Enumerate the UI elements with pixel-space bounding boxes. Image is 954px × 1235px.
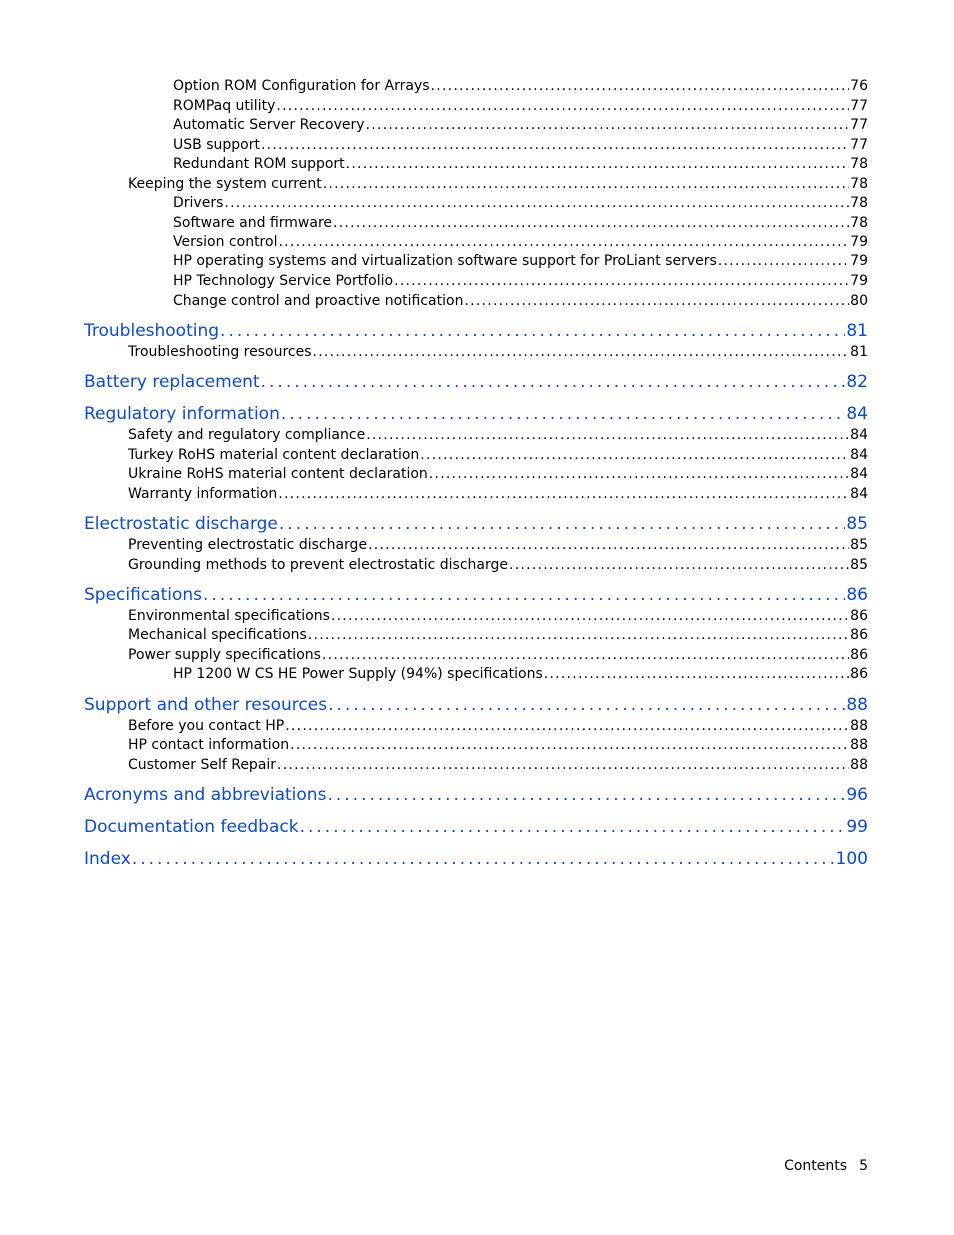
toc-chapter-documentation-feedback[interactable]: Documentation feedback . . . 99 xyxy=(84,814,868,837)
leader-dots xyxy=(281,405,846,424)
leader-dots xyxy=(290,738,849,753)
leader-dots xyxy=(285,719,849,734)
leader-dots xyxy=(203,586,845,605)
leader-dots xyxy=(322,648,849,663)
leader-dots xyxy=(323,177,849,192)
toc-entry[interactable]: Grounding methods to prevent electrostatic discharge . . . 85 xyxy=(128,554,868,573)
toc-entry[interactable]: Troubleshooting resources . . . 81 xyxy=(128,341,868,360)
leader-dots xyxy=(366,118,850,133)
toc-entry[interactable]: Keeping the system current . . . 78 xyxy=(128,173,868,192)
leader-dots xyxy=(368,538,849,553)
toc-entry[interactable]: Mechanical specifications . . . 86 xyxy=(128,624,868,643)
leader-dots xyxy=(313,345,850,360)
toc-entry[interactable]: Change control and proactive notification . . . 80 xyxy=(173,290,868,309)
toc-entry[interactable]: Automatic Server Recovery . . . 77 xyxy=(173,114,868,133)
toc-entry[interactable]: Power supply specifications . . . 86 xyxy=(128,644,868,663)
footer-section-label: Contents xyxy=(784,1158,848,1174)
toc-entry[interactable]: Turkey RoHS material content declaration . . . 84 xyxy=(128,444,868,463)
leader-dots xyxy=(346,157,850,172)
footer-page-number: 5 xyxy=(859,1158,868,1174)
toc-chapter-support-and-other-resources[interactable]: Support and other resources . . . 88 xyxy=(84,692,868,715)
toc-entry[interactable]: ROMPaq utility . . . 77 xyxy=(173,95,868,114)
toc-entry[interactable]: Safety and regulatory compliance . . . 84 xyxy=(128,424,868,443)
toc-chapter-regulatory-information[interactable]: Regulatory information . . . 84 xyxy=(84,401,868,424)
toc-chapter-acronyms[interactable]: Acronyms and abbreviations . . . 96 xyxy=(84,782,868,805)
toc-chapter-specifications[interactable]: Specifications . . . 86 xyxy=(84,582,868,605)
toc-chapter-electrostatic-discharge[interactable]: Electrostatic discharge . . . 85 xyxy=(84,511,868,534)
leader-dots xyxy=(220,322,845,341)
toc-entry[interactable]: Redundant ROM support . . . 78 xyxy=(173,153,868,172)
leader-dots xyxy=(300,818,846,837)
toc-entry[interactable]: Preventing electrostatic discharge . . . 85 xyxy=(128,534,868,553)
leader-dots xyxy=(277,758,849,773)
leader-dots xyxy=(420,448,849,463)
leader-dots xyxy=(278,487,849,502)
leader-dots xyxy=(394,274,849,289)
toc-entry[interactable]: Warranty information . . . 84 xyxy=(128,483,868,502)
leader-dots xyxy=(718,254,849,269)
leader-dots xyxy=(261,373,846,392)
toc-entry[interactable]: Customer Self Repair . . . 88 xyxy=(128,754,868,773)
toc-entry[interactable]: HP contact information . . . 88 xyxy=(128,734,868,753)
leader-dots xyxy=(544,667,849,682)
toc-entry[interactable]: Option ROM Configuration for Arrays . . . 76 xyxy=(173,75,868,94)
leader-dots xyxy=(464,294,849,309)
page-footer xyxy=(784,1158,868,1174)
toc-entry[interactable]: Software and firmware . . . 78 xyxy=(173,212,868,231)
leader-dots xyxy=(333,216,849,231)
toc-entry[interactable]: Before you contact HP . . . 88 xyxy=(128,715,868,734)
leader-dots xyxy=(276,99,849,114)
leader-dots xyxy=(261,138,849,153)
leader-dots xyxy=(224,196,849,211)
toc-entry[interactable]: Version control . . . 79 xyxy=(173,231,868,250)
toc-entry[interactable]: Ukraine RoHS material content declaration . . . 84 xyxy=(128,463,868,482)
toc-entry[interactable]: HP 1200 W CS HE Power Supply (94%) specifications . . . 86 xyxy=(173,663,868,682)
toc-chapter-troubleshooting[interactable]: Troubleshooting . . . 81 xyxy=(84,318,868,341)
leader-dots xyxy=(327,786,845,805)
leader-dots xyxy=(328,696,845,715)
toc-entry[interactable]: Environmental specifications . . . 86 xyxy=(128,605,868,624)
leader-dots xyxy=(431,79,850,94)
toc-chapter-index[interactable]: Index . . . 100 xyxy=(84,846,868,869)
leader-dots xyxy=(308,628,849,643)
leader-dots xyxy=(509,558,849,573)
leader-dots xyxy=(279,515,845,534)
toc-entry[interactable]: Drivers . . . 78 xyxy=(173,192,868,211)
leader-dots xyxy=(429,467,849,482)
toc-entry[interactable]: USB support . . . 77 xyxy=(173,134,868,153)
leader-dots xyxy=(366,428,849,443)
toc-chapter-battery-replacement[interactable]: Battery replacement . . . 82 xyxy=(84,369,868,392)
toc-entry[interactable]: HP Technology Service Portfolio . . . 79 xyxy=(173,270,868,289)
leader-dots xyxy=(278,235,849,250)
leader-dots xyxy=(132,850,835,869)
toc-entry[interactable]: HP operating systems and virtualization software support for ProLiant servers . . . 79 xyxy=(173,250,868,269)
leader-dots xyxy=(331,609,849,624)
